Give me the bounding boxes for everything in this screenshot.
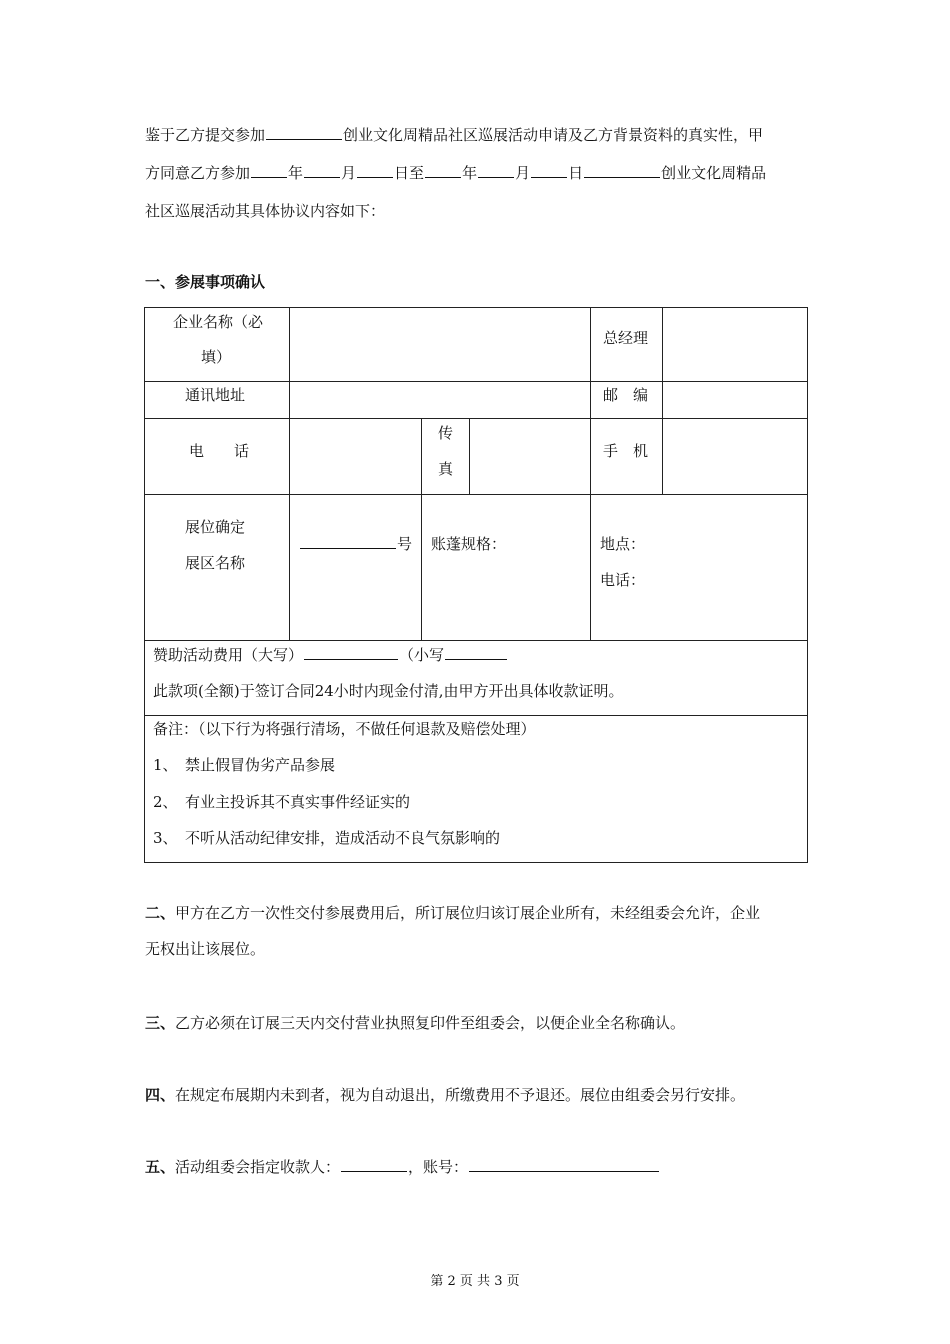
remark: 备注：（以下行为将强行清场，不做任何退款及赔偿处理）	[153, 720, 536, 738]
fee-upper-label: 赞助活动费用（大写）	[153, 646, 304, 664]
rule-2: 2、 有业主投诉其不真实事件经证实的	[153, 793, 411, 811]
section-5-payee-label: 活动组委会指定收款人：	[175, 1158, 341, 1176]
fax-label-2: 真	[438, 460, 454, 478]
intro-text: 创业文化周精品	[661, 164, 767, 182]
fee-note: 此款项(全额)于签订合同24小时内现金付清,由甲方开出具体收款证明。	[153, 682, 624, 700]
fee-line	[153, 644, 508, 665]
zone-name-label: 展区名称	[185, 554, 246, 572]
fax-label-1: 传	[438, 424, 454, 442]
blank-payee	[341, 1157, 407, 1172]
blank-event-name	[266, 125, 342, 140]
company-name-label: 企业名称（必	[173, 313, 264, 331]
section-2	[145, 902, 807, 923]
intro-text: 年	[462, 164, 478, 182]
intro-text: 日至	[394, 164, 425, 182]
blank-account	[469, 1157, 659, 1172]
location-label: 地点：	[600, 535, 646, 553]
fee-lower-label: （小写	[399, 646, 445, 664]
phone-label: 电 话	[189, 442, 250, 460]
section-4	[145, 1084, 807, 1105]
tent-spec-label: 账蓬规格：	[431, 535, 507, 553]
section-5-head: 五、	[145, 1158, 176, 1176]
gm-label: 总经理	[603, 329, 649, 347]
address-label: 通讯地址	[185, 386, 246, 404]
intro-text: 创业文化周精品社区巡展活动申请及乙方背景资料的真实性，甲	[343, 126, 764, 144]
blank	[300, 534, 396, 549]
company-name-label-2: 填）	[201, 348, 232, 366]
intro-line-1	[145, 124, 807, 145]
section-1-title: 一、参展事项确认	[145, 273, 266, 291]
location-phone-label: 电话：	[600, 571, 646, 589]
section-2-text: 甲方在乙方一次性交付参展费用后，所订展位归该订展企业所有，未经组委会允许，企业	[175, 904, 761, 922]
rule-3: 3、 不听从活动纪律安排，造成活动不良气氛影响的	[153, 829, 501, 847]
section-4-head: 四、	[145, 1086, 176, 1104]
blank	[445, 645, 507, 660]
blank	[584, 163, 660, 178]
booth-number-suffix: 号	[397, 535, 413, 553]
section-2-head: 二、	[145, 904, 176, 922]
booth-number-field	[299, 533, 412, 554]
intro-text: 方同意乙方参加	[145, 164, 251, 182]
page-footer: 第 2 页 共 3 页	[430, 1274, 520, 1289]
section-5-account-label: ，账号：	[408, 1158, 469, 1176]
section-3	[145, 1012, 807, 1033]
blank	[357, 163, 393, 178]
intro-line-2	[145, 162, 807, 183]
mobile-label: 手 机	[603, 442, 649, 460]
intro-text: 月	[341, 164, 357, 182]
section-4-text: 在规定布展期内未到者，视为自动退出，所缴费用不予退还。展位由组委会另行安排。	[175, 1086, 746, 1104]
exhibit-table	[144, 307, 808, 863]
section-3-head: 三、	[145, 1014, 176, 1032]
blank	[304, 645, 398, 660]
rule-1: 1、 禁止假冒伪劣产品参展	[153, 756, 336, 774]
intro-text: 日	[568, 164, 584, 182]
section-2-cont: 无权出让该展位。	[145, 940, 266, 958]
intro-text: 月	[515, 164, 531, 182]
blank	[478, 163, 514, 178]
blank	[251, 163, 287, 178]
section-3-text: 乙方必须在订展三天内交付营业执照复印件至组委会，以便企业全名称确认。	[175, 1014, 686, 1032]
intro-text: 年	[288, 164, 304, 182]
intro-line-3: 社区巡展活动其具体协议内容如下：	[145, 202, 386, 220]
booth-confirm-label: 展位确定	[185, 518, 246, 536]
blank	[425, 163, 461, 178]
intro-text: 鉴于乙方提交参加	[145, 126, 266, 144]
section-5	[145, 1156, 807, 1177]
blank	[304, 163, 340, 178]
postcode-label: 邮 编	[603, 386, 649, 404]
blank	[531, 163, 567, 178]
